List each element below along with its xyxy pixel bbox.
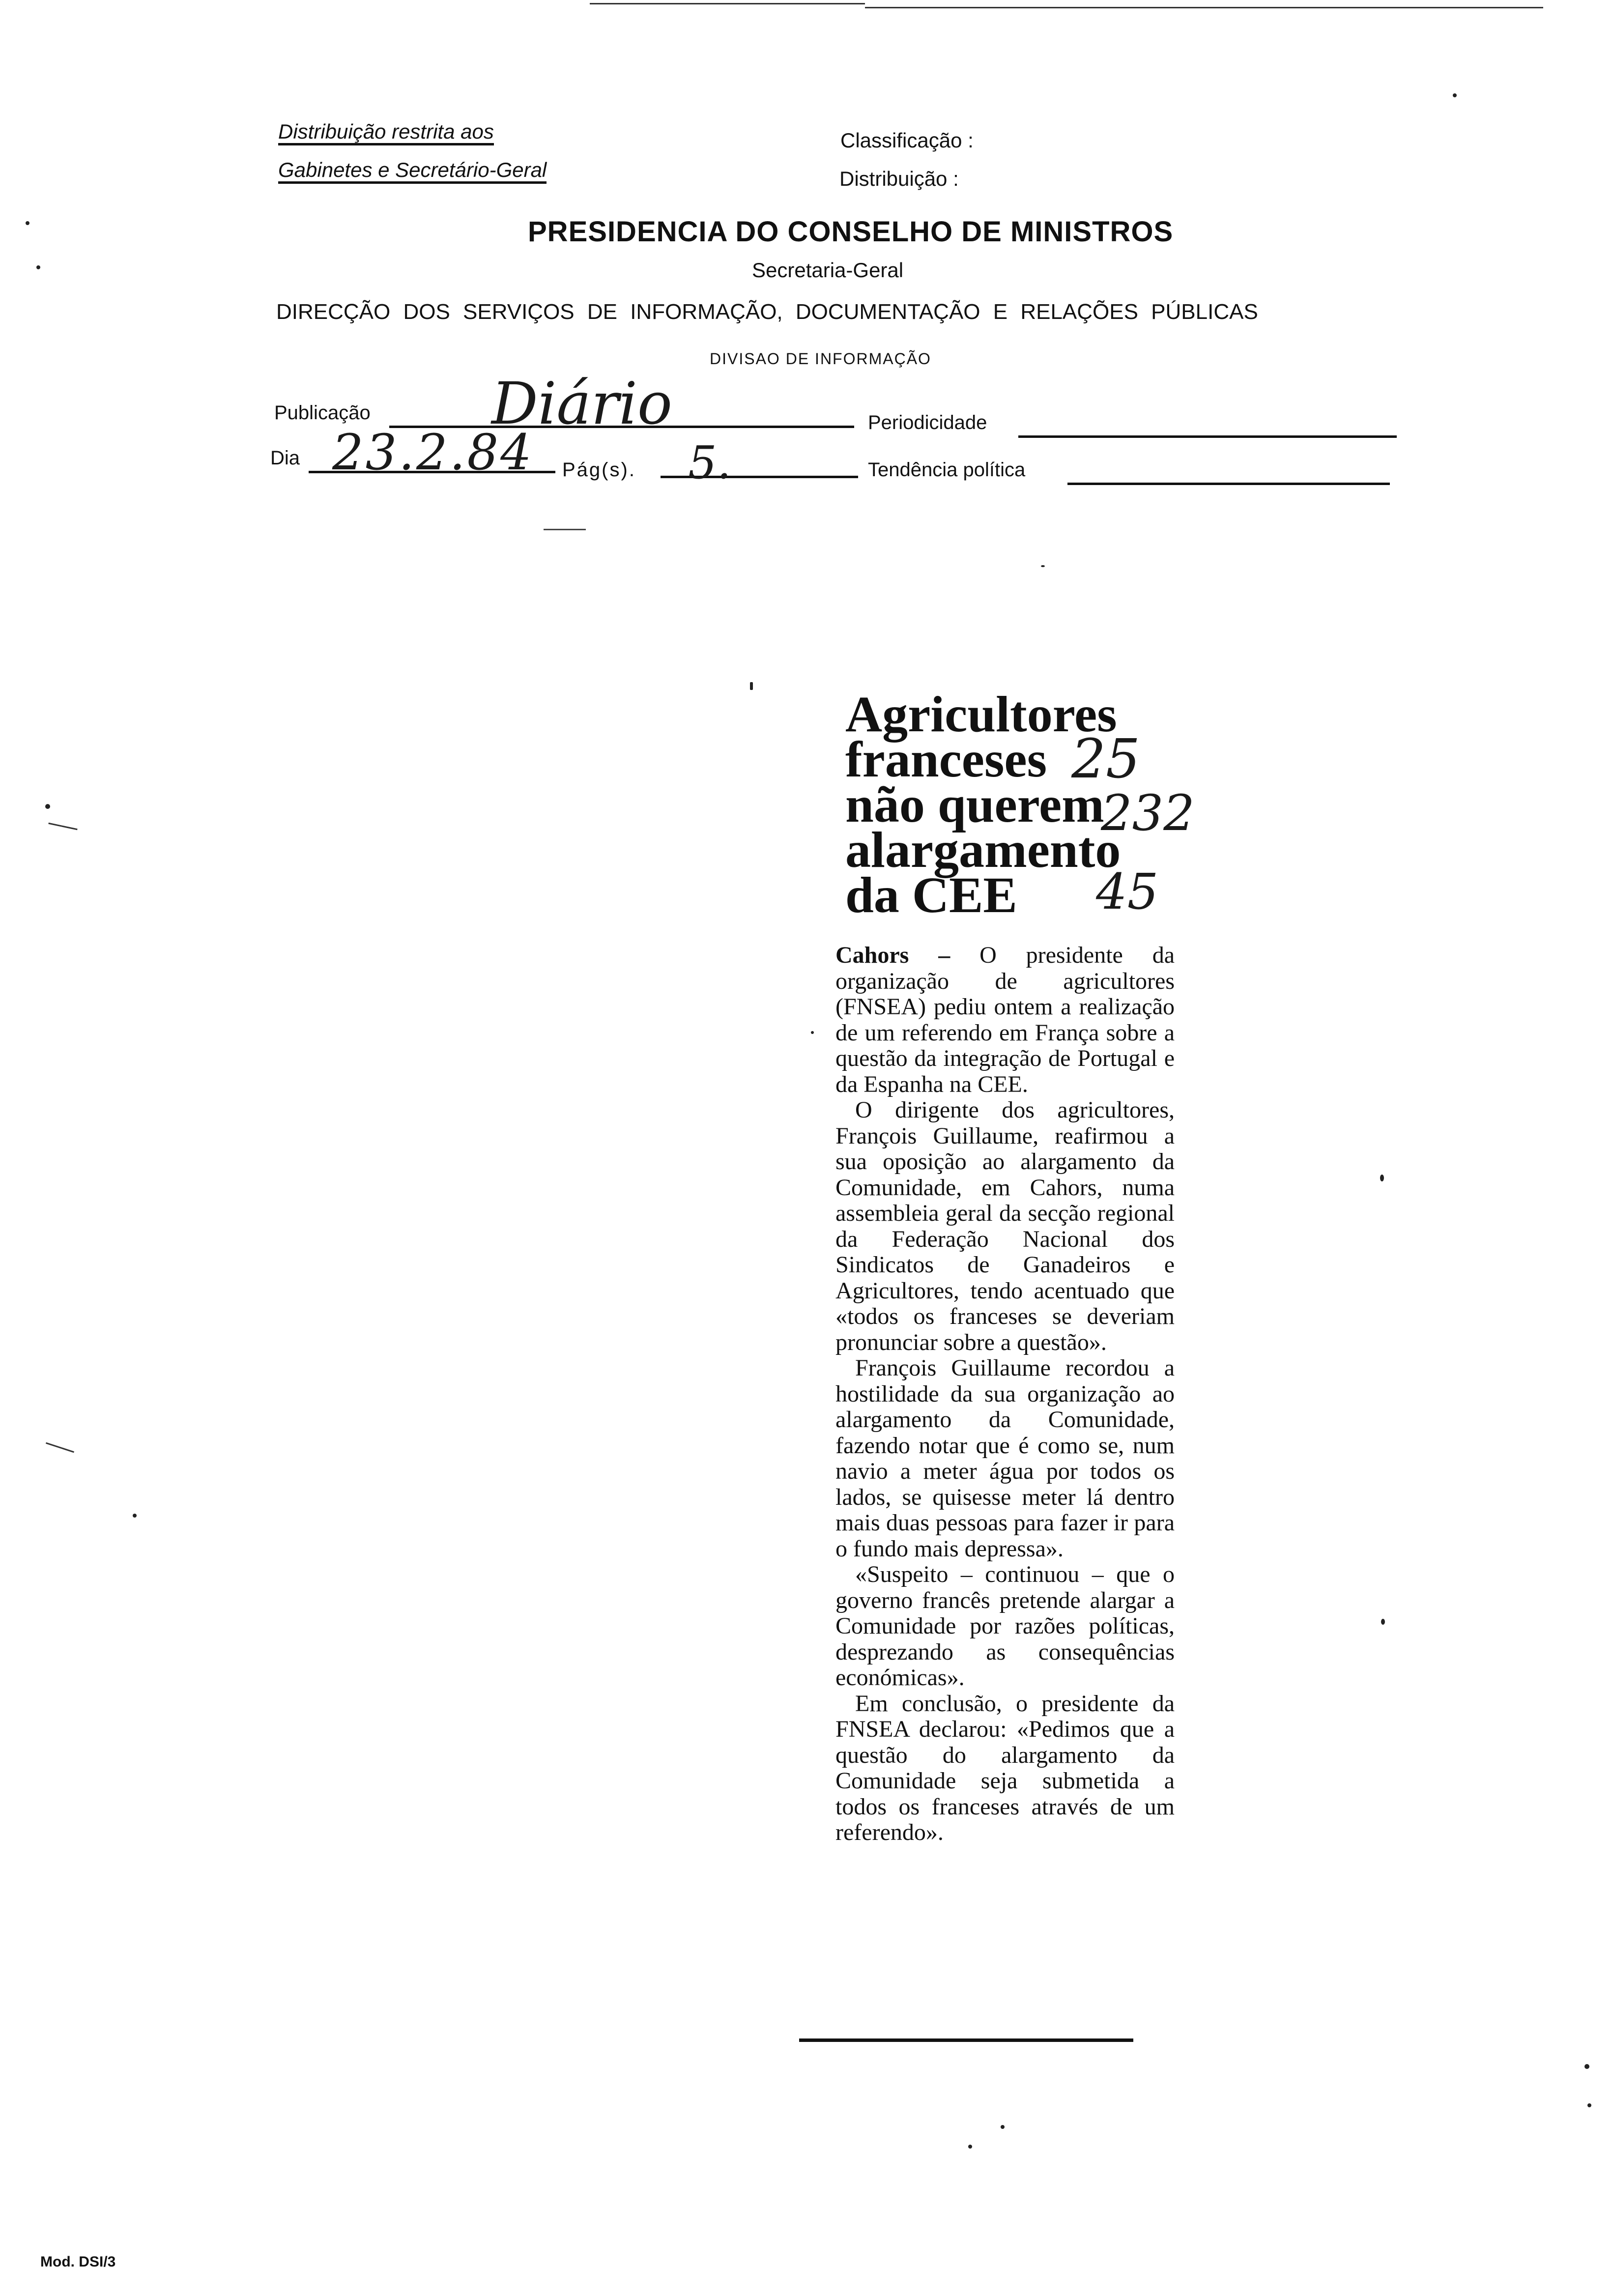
scan-speck xyxy=(1381,1619,1385,1625)
publication-handwritten: Diário xyxy=(491,370,672,437)
scan-speck xyxy=(750,682,753,690)
scan-speck xyxy=(968,2145,972,2149)
restriction-line-2: Gabinetes e Secretário-Geral xyxy=(278,158,547,182)
scan-speck xyxy=(1584,2064,1589,2069)
handwritten-mark: 25 xyxy=(1071,727,1140,790)
pages-handwritten: 5. xyxy=(688,436,731,489)
handwritten-mark: 45 xyxy=(1096,863,1159,920)
article-paragraph: Cahors – O presidente da organização de agricultores (FNSEA) pediu ontem a realização de um referendo em França sobre a questão da integração de Portugal e da Espanha na CEE. xyxy=(835,942,1175,1097)
headline-line: alargamento xyxy=(845,822,1121,878)
classification-label: Classificação : xyxy=(840,129,974,152)
scan-speck xyxy=(811,1031,814,1034)
scan-edge-line xyxy=(590,3,865,4)
publication-label: Publicação xyxy=(274,402,371,424)
periodicity-line xyxy=(1018,435,1397,438)
divider-dash xyxy=(544,529,586,530)
scan-mark xyxy=(48,823,77,830)
day-label: Dia xyxy=(270,447,300,469)
page-subtitle: Secretaria-Geral xyxy=(752,258,904,282)
headline-line: não querem xyxy=(845,776,1104,833)
scan-mark xyxy=(46,1442,74,1453)
handwritten-mark: 232 xyxy=(1101,784,1195,842)
article-paragraph: O dirigente dos agricultores, François Guillaume, reafirmou a sua oposição ao alargamento da Comunidade, em Cahors, numa assembleia geral da secção regional da Federação Nacional dos Sindicatos de Ganadeiros e Agricultores, tendo acentuado que «todos os franceses se deveriam pronunciar sobre a questão». xyxy=(835,1097,1175,1355)
restriction-line-1: Distribuição restrita aos xyxy=(278,120,494,144)
headline-line: franceses xyxy=(845,731,1047,788)
pages-label: Pág(s). xyxy=(562,459,636,481)
scan-speck xyxy=(26,221,29,225)
scan-speck xyxy=(1380,1175,1384,1181)
periodicity-label: Periodicidade xyxy=(868,412,987,433)
article-paragraph: Em conclusão, o presidente da FNSEA declarou: «Pedimos que a questão do alargamento da Comunidade seja submetida a todos os franceses através de um referendo». xyxy=(835,1690,1175,1845)
scan-speck xyxy=(36,265,40,269)
article-body xyxy=(835,943,1175,1846)
scan-speck xyxy=(45,804,50,809)
day-handwritten: 23.2.84 xyxy=(332,424,534,481)
footer-model: Mod. DSI/3 xyxy=(40,2254,116,2270)
scan-speck xyxy=(1001,2125,1005,2129)
scan-speck xyxy=(1453,93,1457,97)
directorate-line: DIRECÇÃO DOS SERVIÇOS DE INFORMAÇÃO, DOCUMENTAÇÃO E RELAÇÕES PÚBLICAS xyxy=(276,300,1258,324)
article-paragraph: François Guillaume recordou a hostilidade da sua organização ao alargamento da Comunidade, fazendo notar que é como se, num navio a meter água por todos os lados, se quisesse meter lá dentro mais duas pessoas para fazer ir para o fundo mais depressa». xyxy=(835,1355,1175,1562)
scan-speck xyxy=(133,1514,137,1518)
page-title: PRESIDENCIA DO CONSELHO DE MINISTROS xyxy=(528,216,1174,248)
headline-line: da CEE xyxy=(845,867,1017,923)
scan-speck xyxy=(1587,2103,1591,2107)
distribution-label: Distribuição : xyxy=(839,167,959,190)
headline-line: Agricultores xyxy=(845,686,1117,743)
division-label: DIVISAO DE INFORMAÇÃO xyxy=(710,350,931,368)
article-paragraph: «Suspeito – continuou – que o governo francês pretende alargar a Comunidade por razões políticas, desprezando as consequências económicas». xyxy=(835,1561,1175,1691)
article-end-rule xyxy=(799,2038,1133,2042)
article-dateline: Cahors – xyxy=(835,942,950,968)
tendency-line xyxy=(1067,483,1390,485)
scan-edge-line-right xyxy=(865,7,1543,8)
tendency-label: Tendência política xyxy=(868,459,1026,481)
scan-speck xyxy=(1041,565,1045,567)
